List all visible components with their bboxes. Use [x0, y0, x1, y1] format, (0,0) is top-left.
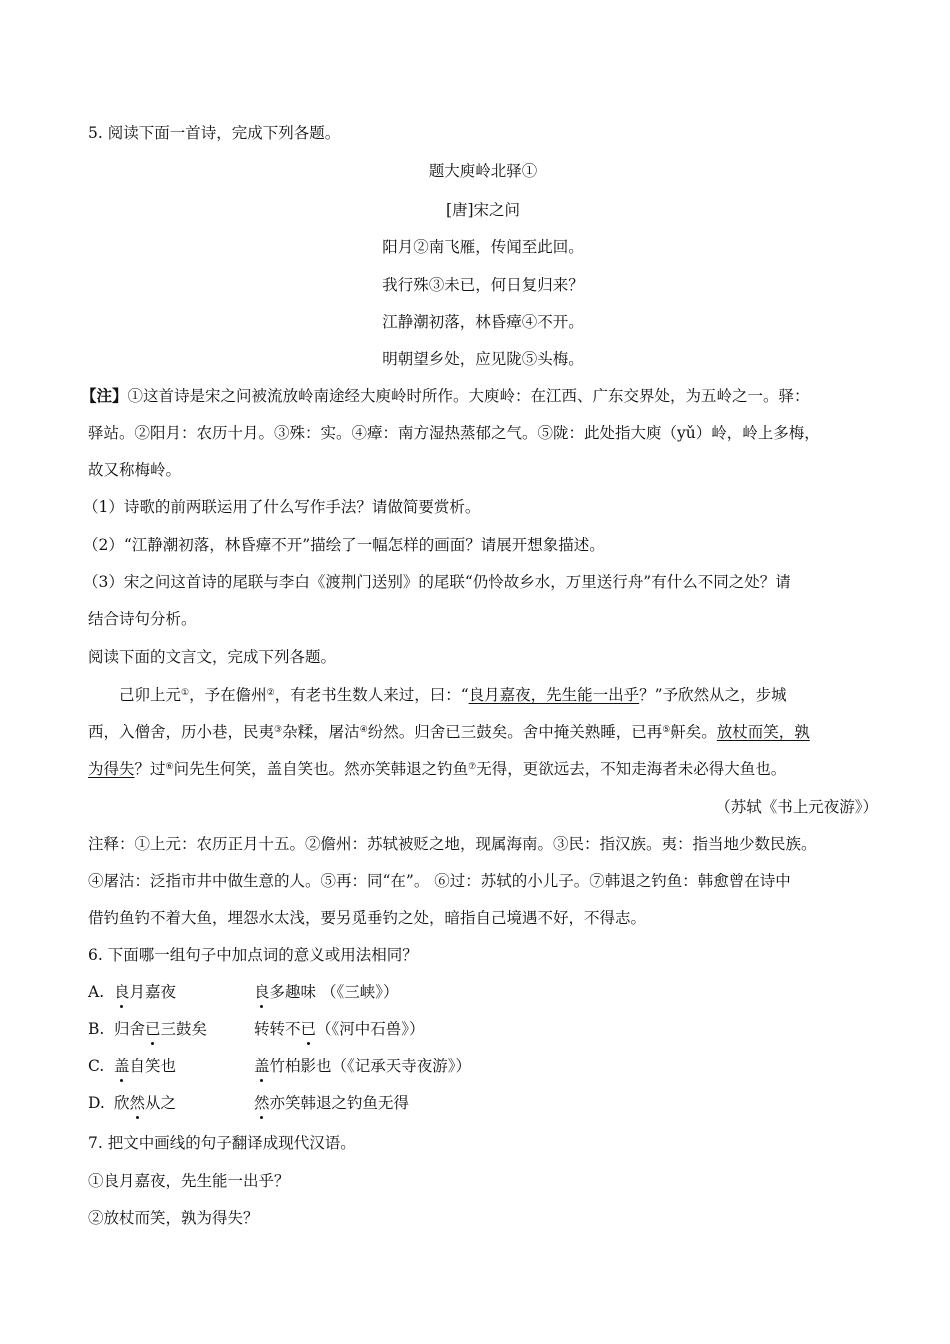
translation-item-1: ①良月嘉夜，先生能一出乎？ — [88, 1172, 290, 1190]
option-b: B. 归舍已三鼓矣 转转不已（《河中石兽》） — [88, 1020, 425, 1038]
prose-note-line: 借钓鱼钓不着大鱼，埋怨水太浅，要另觅垂钓之处，暗指自己境遇不好，不得志。 — [88, 909, 647, 927]
translation-item-2: ②放杖而笑，孰为得失？ — [88, 1209, 259, 1227]
poem-line: 江静潮初落，林昏瘴④不开。 — [382, 313, 584, 331]
poem-note-line: 【注】①这首诗是宋之问被流放岭南途经大庾岭时所作。大庾岭：在江西、广东交界处，为五岭之一。驿： — [81, 386, 810, 405]
dotted-char: 已 — [300, 1020, 317, 1038]
prose-intro: 阅读下面的文言文，完成下列各题。 — [88, 648, 337, 666]
prose-line: 西，入僧舍，历小巷，民夷③杂糅，屠沽④纷然。归舍已三鼓矣。舍中掩关熟睡，已再⑤鼾矣。放杖而笑，孰 — [88, 723, 810, 741]
dotted-char: 良 — [114, 983, 130, 1001]
poem-line: 明朝望乡处，应见陇⑤头梅。 — [382, 350, 584, 368]
sub-question-3: （3）宋之问这首诗的尾联与李白《渡荆门送别》的尾联“仍怜故乡水，万里送行舟”有什么不同之处？请 — [83, 573, 791, 591]
question-7-stem: 7. 把文中画线的句子翻译成现代汉语。 — [88, 1134, 356, 1152]
question-5-header: 5. 阅读下面一首诗，完成下列各题。 — [88, 124, 341, 142]
question-6-stem: 6. 下面哪一组句子中加点词的意义或用法相同？ — [88, 946, 418, 964]
option-a: A. 良月嘉夜 良多趣味 （《三峡》） — [88, 983, 399, 1001]
prose-line: 己卯上元①，予在儋州②，有老书生数人来过，曰：“良月嘉夜，先生能一出乎？”予欣然从之，步城 — [119, 686, 787, 704]
dotted-char: 然 — [129, 1094, 146, 1112]
poem-title: 题大庾岭北驿① — [428, 162, 538, 180]
dotted-char: 已 — [145, 1020, 161, 1038]
prose-line: 为得失？过⑥问先生何笑，盖自笑也。然亦笑韩退之钓鱼⑦无得，更欲远去，不知走海者未必得大鱼也。 — [88, 760, 787, 778]
sub-question-3-cont: 结合诗句分析。 — [88, 610, 197, 628]
dotted-char: 良 — [254, 983, 270, 1001]
dotted-char: 盖 — [114, 1057, 130, 1075]
poem-line: 阳月②南飞雁，传闻至此回。 — [382, 238, 584, 256]
poem-line: 我行殊③未已，何日复归来？ — [382, 276, 584, 294]
poem-note-line: 故又称梅岭。 — [88, 461, 182, 479]
dotted-char: 盖 — [254, 1057, 270, 1075]
underlined-sentence-2: 放杖而笑，孰 — [716, 723, 810, 741]
poem-note-line: 驿站。②阳月：农历十月。③殊：实。④瘴：南方湿热蒸郁之气。⑤陇：此处指大庾（yǔ）岭，岭上多梅， — [88, 424, 820, 442]
dotted-char: 然 — [254, 1094, 270, 1112]
sub-question-2: （2）“江静潮初落，林昏瘴不开”描绘了一幅怎样的画面？请展开想象描述。 — [83, 536, 605, 554]
note-label: 【注】 — [81, 386, 128, 405]
underlined-sentence-1: 良月嘉夜，先生能一出乎 — [468, 686, 640, 704]
poem-author: [唐]宋之问 — [445, 201, 521, 219]
prose-source: （苏轼《书上元夜游》） — [715, 798, 878, 816]
sub-question-1: （1）诗歌的前两联运用了什么写作手法？请做简要赏析。 — [83, 498, 481, 516]
underlined-sentence-2-cont: 为得失 — [88, 760, 135, 778]
option-c: C. 盖自笑也 盖竹柏影也（《记承天寺夜游》） — [88, 1057, 472, 1075]
prose-note-line: ④屠沽：泛指市井中做生意的人。⑤再：同“在”。 ⑥过：苏轼的小儿子。⑦韩退之钓鱼：韩愈曾在诗中 — [88, 872, 791, 890]
prose-note-line: 注释：①上元：农历正月十五。②儋州：苏轼被贬之地，现属海南。③民：指汉族。夷：指当地少数民族。 — [88, 835, 817, 853]
option-d: D. 欣然从之 然亦笑韩退之钓鱼无得 — [88, 1094, 410, 1112]
